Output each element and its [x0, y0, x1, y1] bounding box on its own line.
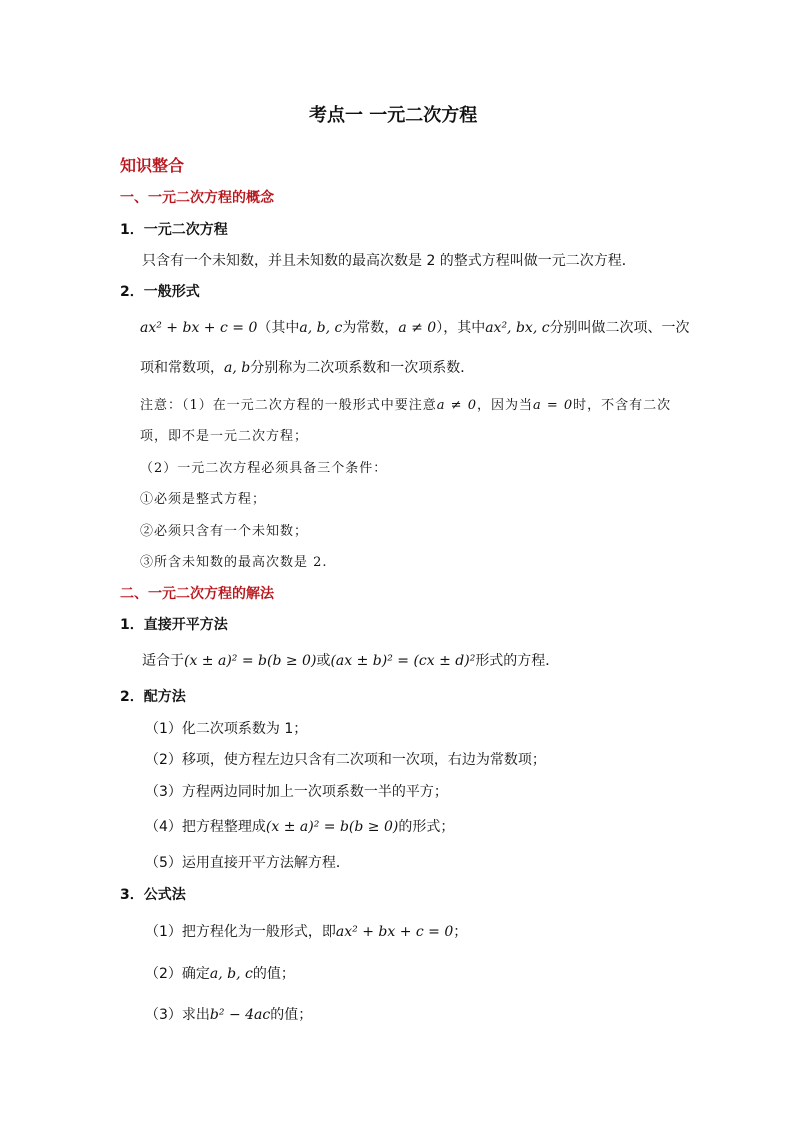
note-line5: ②必须只含有一个未知数；: [140, 524, 309, 539]
math-discriminant: b² − 4ac: [209, 1007, 271, 1023]
item1-text: 只含有一个未知数，并且未知数的最高次数是 2 的整式方程叫做一元二次方程．: [142, 253, 636, 269]
text: 分别称为二次项系数和一次项系数．: [250, 360, 475, 376]
part1-heading: 一、一元二次方程的概念: [120, 190, 274, 206]
text: 为常数，: [342, 320, 399, 336]
math-step4: (x ± a)² = b(b ≥ 0): [265, 819, 399, 835]
text: 的值；: [252, 966, 295, 982]
text: ，因为当: [476, 398, 533, 413]
math-ab: a, b: [224, 360, 251, 376]
math-a-ne-0: a ≠ 0: [436, 398, 477, 413]
math-condition: a ≠ 0: [398, 320, 437, 336]
method1-title: 1．直接开平方法: [120, 617, 228, 633]
text: （其中: [257, 320, 300, 336]
method3-step3: [145, 1005, 312, 1025]
method3-step2: [145, 964, 295, 984]
method3-step1: [145, 922, 467, 942]
text: 时，不含有二次: [573, 398, 672, 413]
text: 或: [316, 653, 331, 669]
section-heading: 知识整合: [120, 156, 185, 175]
note-line6: ③所含未知数的最高次数是 2.: [140, 555, 328, 570]
note-line3: （2）一元二次方程必须具备三个条件：: [140, 461, 388, 476]
text: ），其中: [436, 320, 486, 336]
math-abc: a, b, c: [209, 966, 253, 982]
page-title: 考点一 一元二次方程: [309, 105, 478, 126]
math-general-form: ax² + bx + c = 0: [140, 320, 258, 336]
method2-step4: [145, 817, 454, 837]
note-line1: [140, 396, 671, 416]
text: （4）把方程整理成: [145, 819, 266, 835]
item1-title: 1．一元二次方程: [120, 222, 228, 238]
item2-line1: [140, 318, 690, 338]
method3-title: 3．公式法: [120, 887, 186, 903]
method2-step1: （1）化二次项系数为 1；: [145, 721, 308, 737]
math-general: ax² + bx + c = 0: [335, 924, 454, 940]
text: （3）求出: [145, 1007, 210, 1023]
text: （2）确定: [145, 966, 210, 982]
method2-step2: （2）移项，使方程左边只含有二次项和一次项，右边为常数项；: [145, 752, 546, 768]
text: 注意：（1）在一元二次方程的一般形式中要注意: [140, 398, 437, 413]
text: 适合于: [142, 653, 184, 669]
item2-title: 2．一般形式: [120, 284, 200, 300]
math-a-eq-0: a = 0: [532, 398, 574, 413]
method2-title: 2．配方法: [120, 689, 186, 705]
text: 分别叫做二次项、一次: [549, 320, 690, 336]
note-line2: 项，即不是一元二次方程；: [140, 429, 309, 444]
math-coefficients: a, b, c: [299, 320, 343, 336]
method1-text: [142, 651, 559, 671]
math-form1: (x ± a)² = b(b ≥ 0): [184, 653, 317, 669]
text: 的形式；: [398, 819, 455, 835]
text: 项和常数项，: [140, 360, 224, 376]
text: （1）把方程化为一般形式，即: [145, 924, 336, 940]
method2-step3: （3）方程两边同时加上一次项系数一半的平方；: [145, 784, 448, 800]
math-terms: ax², bx, c: [485, 320, 550, 336]
item2-line2: [140, 358, 474, 378]
note-line4: ①必须是整式方程；: [140, 492, 267, 507]
text: 的值；: [270, 1007, 313, 1023]
math-form2: (ax ± b)² = (cx ± d)²: [330, 653, 476, 669]
part2-heading: 二、一元二次方程的解法: [120, 586, 274, 602]
method2-step5: （5）运用直接开平方法解方程．: [145, 855, 350, 871]
text: 形式的方程．: [475, 653, 560, 669]
text: ；: [453, 924, 468, 940]
